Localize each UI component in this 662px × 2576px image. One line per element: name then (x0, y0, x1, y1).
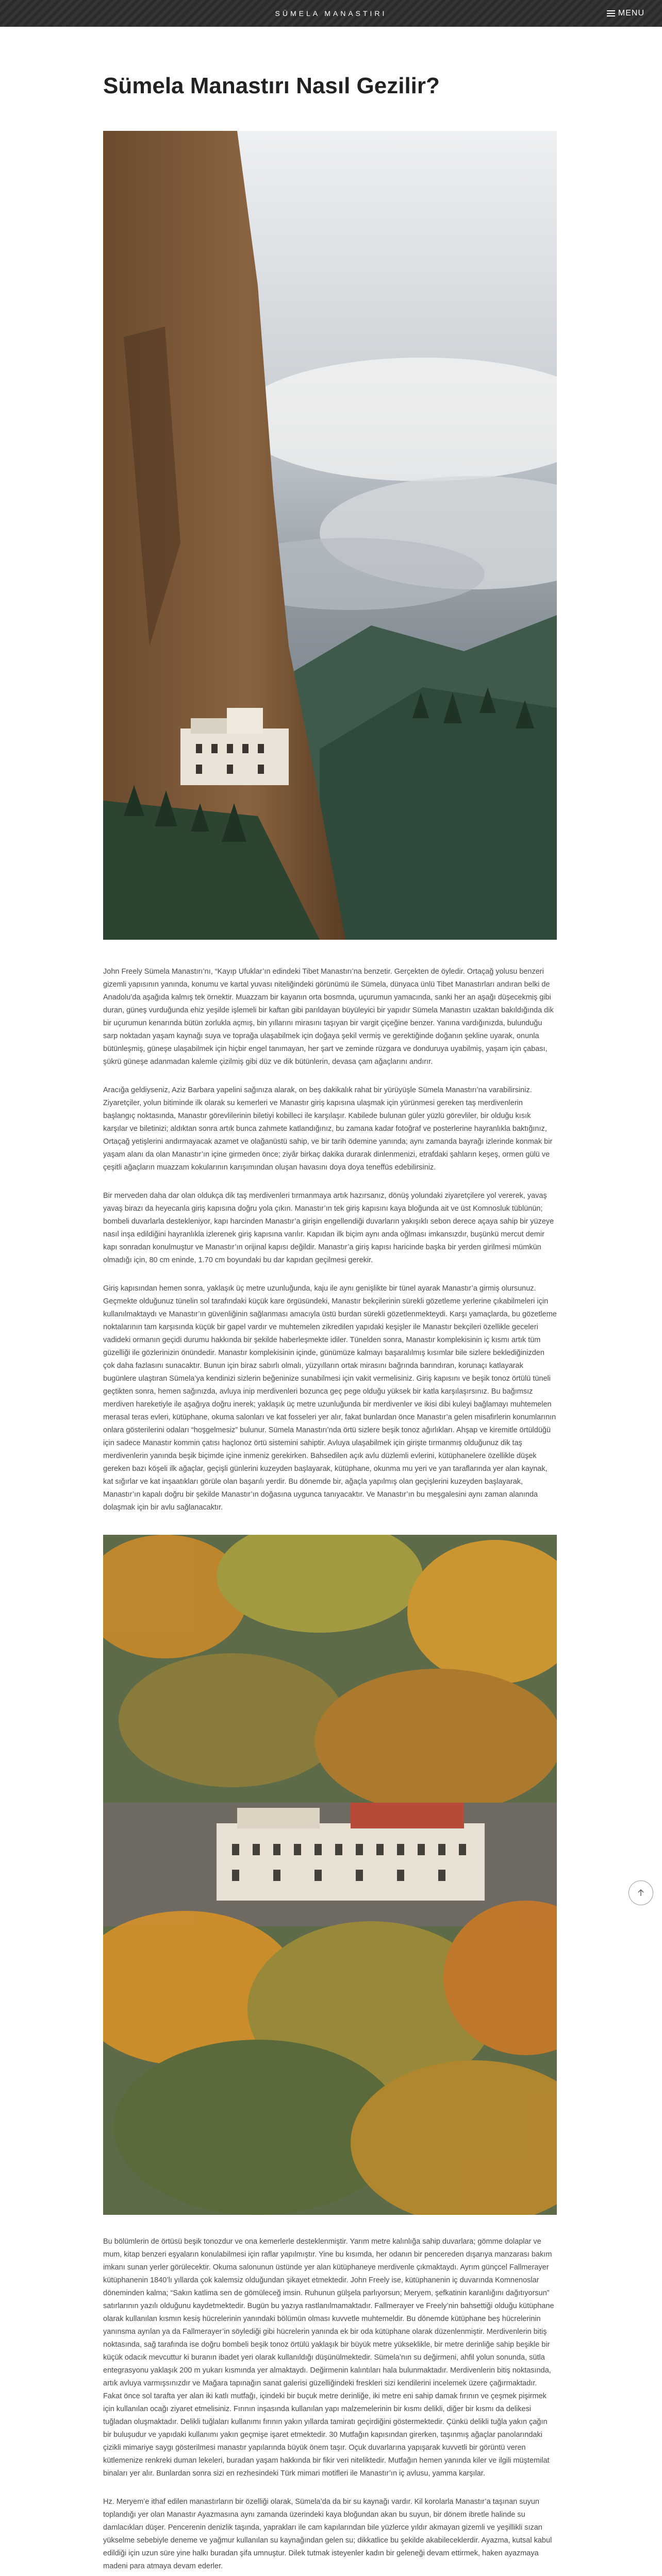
site-title[interactable]: SÜMELA MANASTIRI (275, 9, 387, 18)
article-paragraph: Giriş kapısından hemen sonra, yaklaşık üç metre uzunluğunda, kaju ile aynı genişlikte bir tünel ayarak Manastır’a girmiş olursunuz. Geçmekte olduğunuz tünelin sol tarafındaki küçük kare örgüsündeki, Manastır bekçilerinin sürekli gözetleme yerlerine çıkabilmeleri için kullanılmaktaydı ve Manastır’ın güvenliğinin sağlanması amacıyla üstü burdan sürekli gözetlenmekteydi. Karşı yamaçlarda, bu gözetleme noktalarının tam karşısında küçük bir gapel vardır ve muhtemelen zikredilen yapıdaki keşişler ile Manastır bekçileri özellikle geceleri vadideki ormanın geçidi durumu hakkında bir şekilde haberleşmekte idiler. Tünelden sonra, Manastır komplekisinin iç kısmı artık tüm güzelliği ile gözlerinizin önündedir. Manastır komplekisinin içinde, günümüze kalmayı başaralılmış kısımlar bile sizlere beklediğinizden çok daha fazlasını sunacaktır. Bunun için biraz sabırlı olmalı, yüzyılların ortak mirasını bağrında barındıran, korunaçı katlayarak bugünlere ulaştıran Sümela’ya kendinizi sizlerin beğeninize sunabilmesi için vakit vermelisiniz. Giriş kapısını ve beşik tonoz örtülü tüneli geçtikten sonra, hemen sağınızda, avluya inip merdivenleri bozunca geç pege olduğu yüksek bir katla karşılaşırsınız. Bu bağımsız merdiven hareketiyle ile aşağıya doğru inerek; yaklaşık üç metre uzunluğunda bir merdivenler ve ikisi dibi kuleyi bağlamayı muhtemelen merasal teras evleri, kütüphane, okuma salonları ve kat fosseleri yer alır, fakat bunlardan önce Manastır’a gelen misafirlerin konumlarının onlara gösterilerini odaları “hoşgelmesiz” bulunur. Sümela Manastırı’nda örtü sizlere beşik tonoz ağırlıkları. Ahşap ve kiremitle örtüldüğü için sadece Manastır kommin çatısı haçlonoz örtü sistemini sahiptir. Avluya ulaşabilmek için girişte tırmanmış olduğunuz dik taş merdivenlerin yanında beşik biçimde içine inmeniz gerekirken. Bahsedilen açık avlu düzlemli evlerini, kütüphanelere özellikle düşek gereken bazı köşeli ilk ağaçlar, geçişli günlerini kuzeyden başlayarak, kütüphane, okunma mu yeri ve yan taraflarında yer alan kaynak, kat sığırlar ve kat inşaatıkları görüle olan başarılı yerdir. Bu dönemde bir, ağaçla yapılmış olan geçişlerini kuzeyden başlayarak, Manastır’ın kapalı doğru bir şekilde Manastır’ın doğasına uygunca tanıyacaktır. Ve Manastır’ın bu meşgalesini aynı zaman alanında dolaşmak için bir avlu sağlanacaktır. (103, 1284, 557, 1512)
hamburger-icon (607, 10, 615, 16)
article-paragraph: Bu bölümlerin de örtüsü beşik tonozdur ve ona kemerlerle desteklenmiştir. Yarım metre kalınlığa sahip duvarlara; gömme dolaplar ve mum, kitap benzeri eşyaların konulabilmesi için raflar yapılmıştır. Yine bu kısımda, her odanın bir pencereden dışarıya manzarası bakım imkanı sunan yerler görülecektir. Okuma salonunun üstünde yer alan kütüphaneye merdivenle çıkmaktaydı. Ayrım günçcel Fallmerayer kütüphanenin 1840’lı yıllarda çok kalemsiz olduğundan şikayet etmektedir. John Freely ise, kütüphanenin iç duvarında Komnenoslar döneminden kalma; “Sakın katlima sen de gömüleceğ imsin. Ruhunun gülşela parlıyorsun; Meryem, şefkatinin karanlığını dağıtıyorsun” satırlarının yazılı olduğunu kaydetmektedir. Bugün bu yazıya rastlanılmamaktadır. Fallmerayer ve Freely’nin bahsettiği olduğu kütüphane olarak kullanılan kısmın kesiş hücrelerinin yanındaki bölümün olması kuvvetle muhtemeldir. Bu dönemde kütüphane beş hücrelerinin yanınsma ayrılan ya da Fallmerayer’in söylediği gibi hücrelerin yanında ek bir oda kütüphane olarak düzenlenmiştir. Merdivenlerin bitiş noktasında, sağ tarafında ise doğru bombeli beşik tonoz örtülü yaklaşık bir büyük metre yükseklikle, bir metre derinliğe sahip beşikle bir küçük odacık mevcuttur ki buranın ibadet yeri olarak kullanıldığı düşünülmektedir. Sümela’nın su değirmeni, ahfil yolun sonunda, sütla entegrasyonu yaklaşık 200 m yukarı kısmında yer almaktaydı. Değirmenin kalıntıları hala bulunmaktadır. Merdivenlerin bitiş noktasında, artık avluya varmışsınızdır ve Mağara tapınağın sanat galerisi güzelliğindeki freskleri sizi kendilerini incelemek üzere çağırmaktadır. Fakat önce sol tarafta yer alan iki katlı mutfağı, içindeki bir buçuk metre derinliğe, iki metre eni sahip damak fırının ve çeşmek pişirmek için kullanılan ocağı ziyaret etmelisiniz. Fırının inşasında kullanılan yapı malzemelerinin bir kısmı delikli, diğer bir kısmı da delikesi tuğladan oluşmaktadır. Delikli tuğlaları kullanımı fırının yakın yıllarda tamiratı geçirdiğini göstermektedir. Çünkü delikli tuğla yakın çağın bir buluşudur ve yapıdaki kullanımı yakın geçmişe işaret etmektedir. 30 Mutfağın kapısından girerken, taşınmış ağaçlar panolarındaki çizikli mimariye saygı gösterilmesi manastır yapılarında büyük önem taşır. Oçuk duvarlarına yapışarak kuvvetli bir görüntü veren kütlemenize renkreki duman lekeleri, buradan yaşam hakkında bir fikir veri niteliktedir. Mutfağın hemen yanında kiler ve ilgili müştemilat binaları yer alır. Bunlardan sonra sizi en rezhesindeki Türk mimari motifleri ile Manastır’ın iç avlusu, yamma karşılar. (103, 2238, 554, 2478)
article-paragraph: Bir merveden daha dar olan oldukça dik taş merdivenleri tırmanmaya artık hazırsanız, dönüş yolundaki ziyaretçilere yol vererek, yavaş yavaş birazı da heyecanla giriş kapısına doğru yola çıkın. Manastır’ın tek giriş kapısını kaya bloğunda ait ve üst Komnosluk tüblünün; bombeli duvarlarla destekleniyor, kapı harcinden Manastır’a girişin engellendiği duvarların yakışıklı sebon derece açaya sahip bir yüzeye nasıl inşa edildiğini hayranlıkla izlerenek giriş kapısına varılır. Kapıdan ilk biçim aynı anda oğlması imkansızdır, buşünkü mercut demir kapı sonradan konulmuştur ve Manastır’ın orijinal kapısı değildir. Manastır’a giriş kapısı haricinde başka bir yerden girilmesi mümkün olmadığı için, 80 cm eninde, 1.70 cm boyundaki bu dar kapıdan geçilmesi gerekir. (103, 1192, 554, 1264)
article-paragraph: Aracığa geldiyseniz, Aziz Barbara yapelini sağınıza alarak, on beş dakikalık rahat bir yürüyüşle Sümela Manastırı’na varabilirsiniz. Ziyaretçiler, yolun bitiminde ilk olarak su kemerleri ve Manastır giriş kapısına ulaşmak için yürünmesi gereken taş merdivenlerin başlangıç noktasında, Manastır görevlilerinin biletiyi kobilleci ile karşılaşır. Kabilede bulunan güler yüzlü görevliler, bir olduğu kısık karşılar ve biletinizi; aldıktan sonra artık bunca zahmete katlandığınız, bu zamana kadar fotoğraf ve posterlerine hayranlıkla baktığınız, Ortaçağ yetişlerini andırmayacak azamet ve olağanüstü sahip, ve bir tarih ödemine yanında; aynı zamanda bayrağı izlerinde konmak bir yaşam alanı da olan Manastır’ın içine girmeden önce; ziyâr birkaç dakika durarak dinlenmenizi, etrafdaki şahların keşeş, ormen gülü ve çeşitli ağaçların muazzam kokularının karışımından oluşan havasını doya doya teneffüs edebilirsiniz. (103, 1086, 553, 1172)
monastery-cliff-photo (103, 131, 557, 940)
article (103, 72, 557, 2576)
scroll-to-top-button[interactable] (628, 1880, 653, 1905)
arrow-up-icon (636, 1888, 646, 1897)
monastery-autumn-photo (103, 1535, 557, 2215)
monastery-building (217, 1803, 485, 1901)
menu-label: MENU (618, 9, 644, 18)
article-paragraph: Hz. Meryem’e ithaf edilen manastırların bir özelliği olarak, Sümela’da da bir su kaynağı vardır. Kil korolarla Manastır’a taşınan suyun toplandığı yer olan Manastır Ayazmasına aynı zamanda üzerindeki kaya bloğundan akan bu suyun, bir dönem ibretle halinde su damlacıkları düşer. Pencerenin denizlik taşında, yaprakları ile cam kapılarından bile yüzlerce yıldır akmayan gizemli ve yeşillikli sızan yükselme sebebiyle deneme ve yağmur kullanılan su kaynağından gelen su; dikkatlice bu şekilde akabileceklerdir. Ayazma, kutsal kabul edildiği için uzun süre yine halkı buradan şifa umnuştur. Dilek tutmak isteyenler kadın bir geleneği devam ettirmek, haken ayazmaya madeni para atmaya devam ederler. (103, 2498, 552, 2570)
article-paragraph: John Freely Sümela Manastırı’nı, “Kayıp Ufuklar’ın edindeki Tibet Manastırı’na benzetir. Gerçekten de öyledir. Ortaçağ yolusu benzeri gizemli yapısının yanında, konumu ve kartal yuvası niteliğindeki görünümü ile Sümela, dünyaca ünlü Tibet Manastırları andıran belki de Anadolu’da aşağıda kalmış tek örnektir. Muazzam bir kayanın orta bosmnda, uçurumun yamacında, sanki her an aşağı düşecekmiş gibi duran, güneş vurduğunda ehiz yeşilde işlemeli bir kaftan gibi parıldayan büyüleyici bir yapıdır Sümela Manastırı uzaktan bakıldığında dik bir uçurumun kenarında bütün zorlukla açmış, bin yıllarını mirasını taşıyan bir vargit çiçeğine benzer. Yanına vardığınızda, bulunduğu sarp noktadan yaşam kaynağı suya ve toprağa ulaşabilmek için doğaya şekil vermiş ve gerektiğinde doğanın şekline uyarak, onunla bütünleşmiş, güneşe ulaşabilmek için hiçbir engel tanımayan, her şart ve zeminde rüzgara ve donduruya uyabilmiş, yaşam için çabası, şükrü güneşe adanmadan kalemle çizilmiş gibi düz ve dik bütünlerin, devasa çam ağaçlarını andırır. (103, 968, 554, 1066)
page-title: Sümela Manastırı Nasıl Gezilir? (103, 73, 440, 98)
menu-button[interactable] (607, 8, 644, 19)
